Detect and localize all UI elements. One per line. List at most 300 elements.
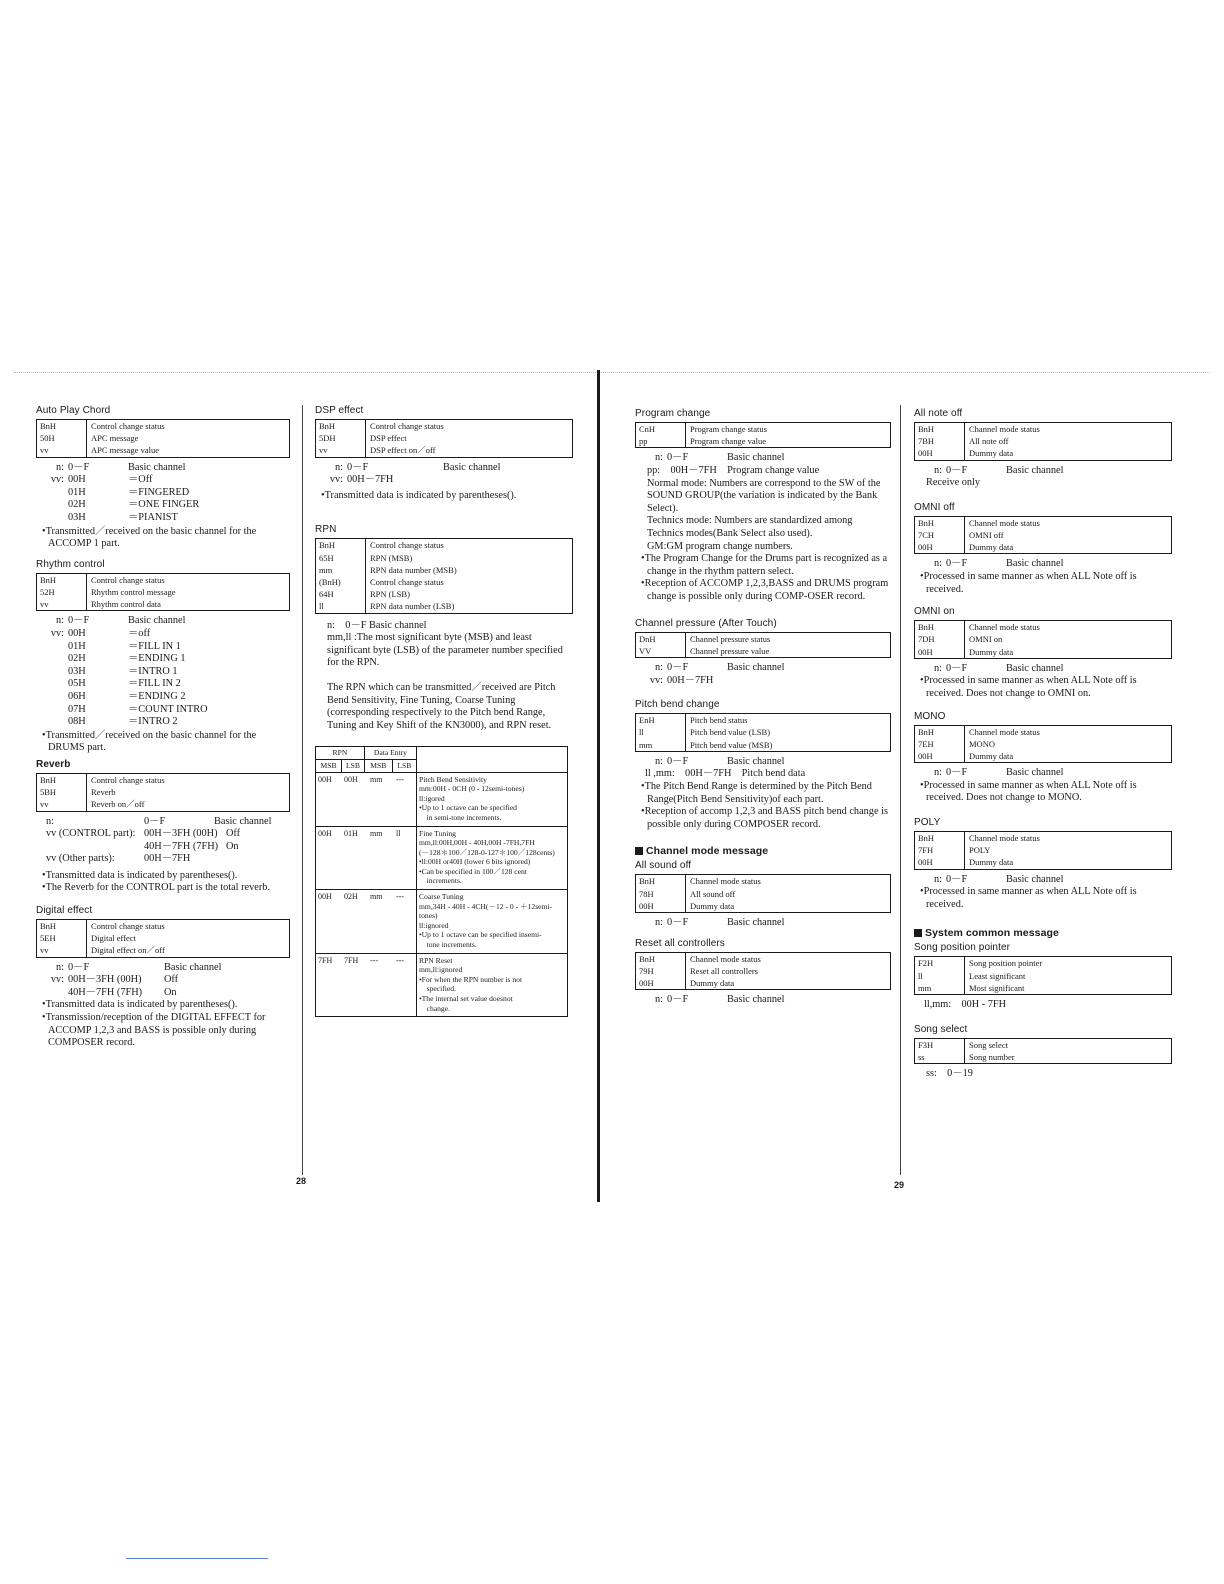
param-key: n: [654,916,663,928]
param-desc: ＝FILL IN 2 [128,678,181,690]
param-value: 00H－7FH [144,853,191,865]
param-line [635,756,891,769]
param-value: 06H [68,690,86,702]
desc-cell: Channel mode status [969,424,1040,434]
code-cell: 00H [636,900,686,912]
table-row [316,953,568,1017]
desc-cell: Control change status [91,421,165,431]
code-cell: 5DH [316,432,366,444]
channel-mode-heading [635,845,891,857]
code-cell: 00H [915,856,965,868]
param-key: vv: [649,674,663,686]
paragraph: GM:GM program change numbers. [647,540,793,552]
param-desc: On [226,840,239,852]
param-desc: ＝ONE FINGER [128,499,200,511]
section-title: Auto Play Chord [36,405,111,416]
rpn-code: --- [396,955,404,965]
rpn-description-line: •Up to 1 octave can be specified insemi- [419,930,542,940]
param-line [36,641,290,654]
desc-cell: Channel mode status [690,953,761,964]
reset-all-controllers-section [635,938,891,1007]
param-key: n: [55,615,64,627]
message-box [315,419,573,458]
param-key: n: [334,461,343,473]
section-title: Program change [635,408,711,419]
desc-cell: Control change status [370,577,444,587]
param-line [36,704,290,717]
code-cell: vv [37,598,87,610]
param-line [36,615,290,628]
param-line: n: 0－F Basic channel [327,619,427,631]
song-position-section [914,942,1172,1011]
param-value: 0－F [946,464,968,476]
code-cell: BnH [915,726,965,738]
param-key [36,691,68,704]
desc-cell: Control change status [91,921,165,932]
left-column-1 [36,405,290,1050]
message-box [635,632,891,658]
param-value: 02H [68,653,86,665]
note: Receive only [926,477,981,489]
param-line [635,917,891,930]
param-line [315,474,573,487]
code-cell: mm [636,739,686,751]
code-cell: mm [316,564,366,576]
param-value: 03H [68,511,86,523]
desc-cell: Control change status [91,574,165,585]
note: •Reception of ACCOMP 1,2,3,BASS and DRUMS program change is possible only during COMP-OSER record. [641,578,889,602]
table-header: Data Entry [364,747,416,760]
paragraph: Normal mode: Numbers are correspond to the SW of the SOUND GROUP(the variation is indicated by the Bank Select). [647,477,881,514]
param-value: 40H－7FH (7FH) [68,986,143,998]
desc-cell: Digital effect [91,933,136,944]
message-box [635,952,891,991]
code-cell: vv [37,944,87,956]
note: •The Reverb for the CONTROL part is the total reverb. [42,882,270,894]
section-title: MONO [914,710,946,722]
page-number: 28 [296,1176,307,1186]
note: •Transmitted／received on the basic channel for the DRUMS part. [42,729,257,754]
param-line [36,987,290,1000]
rpn-code: mm [370,828,383,838]
page-spine [597,370,600,1202]
desc-cell: Dummy data [969,857,1014,868]
param-line [36,499,290,512]
param-key [36,487,68,500]
section-title: Rhythm control [36,558,105,570]
param-line [36,828,290,841]
message-box [635,713,891,752]
table-row [316,826,568,890]
param-line [315,462,573,475]
rpn-description-line: Coarse Tuning [419,892,464,902]
param-key: vv (Other parts): [46,853,115,865]
param-key [36,641,68,654]
section-title: Reverb [36,758,71,770]
section-title: Song select [914,1023,968,1035]
code-cell: 7FH [915,844,965,856]
code-cell: 5BH [37,786,87,798]
desc-cell: Channel mode status [690,876,761,887]
rpn-description [417,772,568,826]
code-cell: ll [316,600,366,612]
code-cell: vv [37,798,87,810]
param-value: 00H－7FH [347,474,394,486]
param-line: mm,ll :The most significant byte (MSB) and least significant byte (LSB) of the parameter number specified for the RPN. [327,632,563,669]
message-box [36,573,290,612]
param-value: 07H [68,703,86,715]
code-cell: BnH [316,539,366,551]
code-cell: BnH [915,423,965,435]
param-desc: Basic channel [1006,662,1064,674]
param-desc: ＝ENDING 2 [128,690,186,702]
square-bullet-icon [914,929,922,937]
param-line [635,452,891,465]
rpn-description-line: mm,34H - 40H - 4CH(－12 - 0 - ＋12semi- [419,901,553,911]
rpn-description-line: Fine Tuning [419,828,456,838]
section-title: All sound off [635,860,692,872]
desc-cell: Least significant [969,970,1026,981]
param-value: 0－F [667,452,689,464]
param-key: n: [933,464,942,476]
page-number: 29 [894,1180,905,1190]
rpn-description [417,826,568,890]
section-title: Reset all controllers [635,937,725,949]
param-line [36,962,290,975]
rpn-description-line: mm,ll:ignored [419,965,463,975]
param-value: 0－F [667,916,689,928]
table-header: MSB [316,759,342,772]
message-box [914,620,1172,659]
message-box [315,538,573,613]
message-box [36,919,290,958]
desc-cell: Control change status [370,421,444,431]
param-value: 08H [68,716,86,728]
param-key: vv: [50,974,64,986]
desc-cell: Reverb on／off [91,799,145,810]
param-line [36,974,290,987]
desc-cell: Dummy data [969,542,1014,553]
section-title: Pitch bend change [635,699,720,711]
param-line [914,663,1172,676]
message-box [635,422,891,448]
desc-cell: DSP effect [370,433,407,444]
section-title: Digital effect [36,905,93,917]
param-value: 00H [68,627,86,639]
rpn-description-line: ll:ignored [419,920,449,930]
rpn-code: mm [370,774,383,784]
rpn-description-line: tones) [419,911,438,921]
param-line: pp: 00H－7FH Program change value [647,465,820,476]
desc-cell: Channel mode status [969,517,1040,528]
param-key [36,653,68,666]
param-desc: ＝PIANIST [128,511,178,523]
message-box [36,773,290,812]
param-desc: Off [226,828,241,840]
paragraph: Technics mode: Numbers are standardized among Technics modes(Bank Select also used). [647,515,853,539]
param-line [36,653,290,666]
rhythm-control-section [36,559,290,755]
param-desc: Basic channel [128,461,186,473]
omni-on-section [914,606,1172,700]
rpn-code: 00H [318,828,332,838]
param-desc: Basic channel [727,452,785,464]
param-value: 05H [68,678,86,690]
code-cell: BnH [37,420,87,432]
paragraph: The RPN which can be transmitted／received are Pitch Bend Sensitivity, Fine Tuning, Coarse Tuning (corresponding respectively to the Pitch bend Range, Tuning and Key Shift of the KN3000), and RPN reset. [327,681,556,731]
desc-cell: Program change status [690,424,767,434]
param-key [36,716,68,729]
section-title: Song position pointer [914,942,1011,954]
code-cell: 65H [316,552,366,564]
left-column-2 [315,405,573,1017]
note: •Transmitted data is indicated by parentheses(). [321,489,517,501]
code-cell: BnH [37,920,87,932]
song-select-section [914,1024,1172,1081]
param-line [36,487,290,500]
param-key: n: [933,662,942,674]
code-cell: F3H [915,1039,965,1051]
section-title: OMNI off [914,501,955,513]
rpn-description-line: •ll:00H or40H (lower 6 bits ignored) [419,857,531,867]
param-key: vv (CONTROL part): [46,828,136,840]
desc-cell: RPN (MSB) [370,552,413,563]
table-header: MSB [364,759,392,772]
code-cell: vv [37,444,87,456]
code-cell: mm [915,982,965,994]
section-title: DSP effect [315,405,364,416]
param-line [36,666,290,679]
param-key [36,512,68,525]
table-header: LSB [342,759,365,772]
note: •Processed in same manner as when ALL Note off is received. Does not change to MONO. [920,779,1137,804]
code-cell: 50H [37,432,87,444]
code-cell: ll [915,970,965,982]
program-change-section [635,408,891,604]
param-desc: ＝off [128,627,151,639]
param-key: n: [46,815,55,827]
desc-cell: Reverb [91,787,116,798]
note: •Reception of accomp 1,2,3 and BASS pitch bend change is possible only during COMPOSER record. [641,806,888,830]
param-line [36,474,290,487]
mono-section [914,711,1172,805]
param-line [36,841,290,854]
rpn-code: 00H [344,774,358,784]
desc-cell: Channel pressure value [690,645,770,656]
rpn-code: --- [396,774,404,784]
param-desc: Basic channel [128,615,186,627]
desc-cell: Channel mode status [969,622,1040,633]
auto-play-chord-section [36,405,290,551]
note: •The Program Change for the Drums part is recognized as a change in the rhythm pattern select. [641,553,888,577]
code-cell: DnH [636,633,686,645]
channel-pressure-section [635,618,891,688]
param-value: 00H－3FH (00H) [68,974,142,986]
desc-cell: OMNI off [969,530,1004,540]
section-title: RPN [315,524,337,536]
desc-cell: Song number [969,1051,1015,1062]
code-cell: 52H [37,586,87,598]
param-value: 01H [68,486,86,498]
param-desc: ＝ENDING 1 [128,653,186,665]
rpn-description-line: RPN Reset [419,955,453,965]
system-common-heading [914,927,1172,939]
param-desc: Off [164,974,179,986]
param-line [36,853,290,866]
param-key: n: [55,461,64,473]
rpn-description-line: •The internal set value doesnot [419,994,513,1004]
param-line [914,874,1172,887]
desc-cell: MONO [969,738,995,749]
code-cell: F2H [915,957,965,969]
table-header: RPN [316,747,365,760]
rpn-description-line: increments. [419,876,462,886]
table-row [316,890,568,954]
param-key [36,704,68,717]
code-cell: BnH [636,953,686,965]
desc-cell: Dummy data [969,750,1014,761]
param-value: 03H [68,665,86,677]
desc-cell: Reset all controllers [690,965,758,976]
rpn-description-line: mm,ll:00H,00H - 40H,00H -7FH,7FH [419,838,535,848]
code-cell: 78H [636,888,686,900]
rpn-section [315,524,573,1017]
param-value: 0－F [68,961,90,973]
param-line [36,716,290,729]
param-desc: Basic channel [214,815,272,827]
desc-cell: Song select [969,1039,1008,1050]
table-header-blank [417,747,568,772]
right-column-1 [635,408,891,1007]
param-key: vv: [50,474,64,486]
message-box [914,422,1172,461]
code-cell: 00H [636,977,686,989]
rpn-description-line: •Up to 1 octave can be specified [419,803,517,813]
rpn-description-line: change. [419,1003,450,1013]
param-value: 0－F [144,815,166,827]
desc-cell: All note off [969,436,1009,447]
rpn-code: 7FH [344,955,359,965]
param-desc: Basic channel [727,755,785,767]
rpn-description [417,890,568,954]
desc-cell: RPN data number (LSB) [370,601,455,612]
param-value: 01H [68,640,86,652]
desc-cell: RPN (LSB) [370,589,410,600]
table-header: LSB [392,759,416,772]
param-desc: Basic channel [727,994,785,1006]
param-desc: ＝Off [128,474,153,486]
note: •Transmitted／received on the basic channel for the ACCOMP 1 part. [42,525,257,550]
param-line [36,816,290,829]
param-value: 00H－3FH (00H) [144,828,218,840]
code-cell: ll [636,726,686,738]
code-cell: 7EH [915,738,965,750]
rpn-description-line: Pitch Bend Sensitivity [419,774,487,784]
desc-cell: All sound off [690,888,736,899]
param-desc: On [164,986,177,998]
param-line [635,662,891,675]
code-cell: BnH [37,774,87,786]
param-desc: Basic channel [1006,464,1064,476]
desc-cell: APC message value [91,445,159,456]
code-cell: 79H [636,965,686,977]
code-cell: EnH [636,714,686,726]
param-desc: ＝FILL IN 1 [128,640,181,652]
param-key [36,666,68,679]
desc-cell: Channel pressure status [690,633,771,644]
param-value: 0－F [68,615,90,627]
param-key: n: [654,661,663,673]
param-value: 0－F [946,662,968,674]
code-cell: 7CH [915,529,965,541]
param-desc: Basic channel [443,461,501,473]
section-title: All note off [914,408,963,419]
param-desc: Basic channel [727,916,785,928]
param-value: 0－F [667,755,689,767]
param-desc: ＝COUNT INTRO [128,703,208,715]
code-cell: (BnH) [316,576,366,588]
param-key: n: [654,755,663,767]
param-desc: ＝INTRO 2 [128,716,178,728]
param-value: 0－F [946,558,968,570]
rpn-code: 00H [318,774,332,784]
desc-cell: Channel mode status [969,832,1040,843]
param-line [635,994,891,1007]
param-key: vv: [50,627,64,639]
param-value: 0－F [347,461,369,473]
code-cell: 5EH [37,932,87,944]
desc-cell: Rhythm control data [91,599,161,610]
code-cell: pp [636,435,686,447]
param-value: 00H－7FH [667,674,714,686]
note: •Processed in same manner as when ALL Note off is received. [920,571,1137,595]
message-box [635,874,891,913]
param-key: n: [55,961,64,973]
code-cell: BnH [915,517,965,529]
square-bullet-icon [635,847,643,855]
desc-cell: Pitch bend value (MSB) [690,739,773,750]
note: •Processed in same manner as when ALL Note off is received. Does not change to OMNI on. [920,675,1137,699]
code-cell: BnH [37,574,87,586]
section-title: OMNI on [914,606,955,618]
code-cell: VV [636,645,686,657]
rpn-description-line: •For when the RPN number is not [419,974,523,984]
message-box [914,725,1172,764]
param-value: 0－F [946,873,968,885]
desc-cell: Program change value [690,436,766,447]
desc-cell: Dummy data [969,646,1014,657]
desc-cell: Song position pointer [969,958,1043,969]
section-title: POLY [914,816,941,828]
rpn-code: 00H [318,892,332,902]
heading-text: Channel mode message [646,845,769,858]
desc-cell: Rhythm control message [91,586,176,597]
param-value: 02H [68,499,86,511]
pitch-bend-section [635,699,891,831]
right-column-rule [900,405,901,1175]
param-line [914,558,1172,571]
reverb-section [36,759,290,895]
dsp-effect-section [315,405,573,502]
message-box [914,956,1172,995]
rpn-code: --- [370,955,378,965]
section-title: Channel pressure (After Touch) [635,617,777,629]
param-line [36,691,290,704]
code-cell: 7DH [915,633,965,645]
desc-cell: Dummy data [690,977,735,988]
all-note-off-section [914,408,1172,490]
desc-cell: Pitch bend value (LSB) [690,727,771,738]
